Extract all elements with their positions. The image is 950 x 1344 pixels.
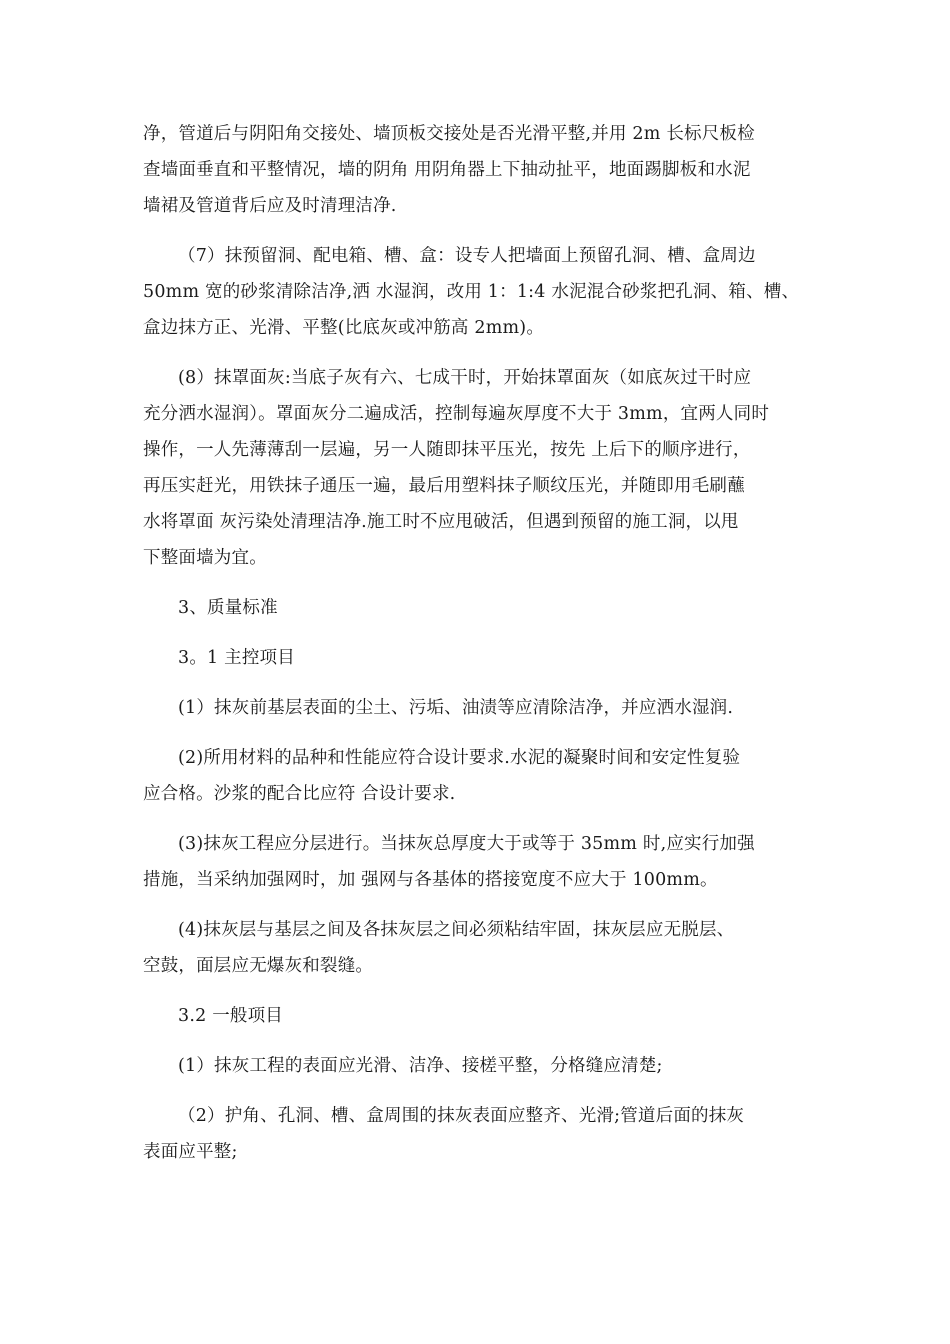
text-line: (1）抹灰工程的表面应光滑、洁净、接槎平整，分格缝应清楚; [178,1056,663,1076]
text-line: 表面应平整; [143,1142,238,1162]
document-page [143,116,815,1184]
paragraph-main-2 [143,740,815,812]
paragraph-main-3 [143,826,815,898]
paragraph-item-7 [143,238,815,346]
heading-text: 3.2 一般项目 [178,1006,283,1026]
text-line: 下整面墙为宜。 [143,548,267,568]
text-line: (4)抹灰层与基层之间及各抹灰层之间必须粘结牢固，抹灰层应无脱层、 [178,920,735,940]
text-line: （7）抹预留洞、配电箱、槽、盒：设专人把墙面上预留孔洞、槽、盒周边 [178,246,756,266]
text-line: 墙裙及管道背后应及时清理洁净. [143,196,397,216]
text-line: （2）护角、孔洞、槽、盒周围的抹灰表面应整齐、光滑;管道后面的抹灰 [178,1106,745,1126]
paragraph-item-8 [143,360,815,576]
text-line: 充分洒水湿润）。罩面灰分二遍成活，控制每遍灰厚度不大于 3mm，宜两人同时 [143,404,770,424]
text-line: 操作，一人先薄薄刮一层遍，另一人随即抹平压光，按先 上后下的顺序进行， [143,440,751,460]
text-line: 水将罩面 灰污染处清理洁净.施工时不应甩破活，但遇到预留的施工洞，以甩 [143,512,739,532]
paragraph-general-2 [143,1098,815,1170]
text-line: 净，管道后与阴阳角交接处、墙顶板交接处是否光滑平整,并用 2m 长标尺板检 [143,124,755,144]
paragraph-general-1 [143,1048,815,1084]
heading-text: 3。1 主控项目 [178,648,295,668]
text-line: 空鼓，面层应无爆灰和裂缝。 [143,956,374,976]
text-line: (8）抹罩面灰:当底子灰有六、七成干时，开始抹罩面灰（如底灰过干时应 [178,368,752,388]
paragraph-main-4 [143,912,815,984]
text-line: 再压实赶光，用铁抹子通压一遍，最后用塑料抹子顺纹压光，并随即用毛刷蘸 [143,476,745,496]
text-line: (2)所用材料的品种和性能应符合设计要求.水泥的凝聚时间和安定性复验 [178,748,741,768]
text-line: 盒边抹方正、光滑、平整(比底灰或冲筋高 2mm)。 [143,318,545,338]
text-line: 措施，当采纳加强网时，加 强网与各基体的搭接宽度不应大于 100mm。 [143,870,718,890]
paragraph-main-1 [143,690,815,726]
paragraph-plaster-finish-check [143,116,815,224]
subsection-heading-general [143,998,815,1034]
section-heading-quality-standard [143,590,815,626]
text-line: 50mm 宽的砂浆清除洁净,洒 水湿润，改用 1：1:4 水泥混合砂浆把孔洞、箱、槽、 [143,282,800,302]
text-line: (1）抹灰前基层表面的尘土、污垢、油渍等应清除洁净，并应洒水湿润. [178,698,734,718]
text-line: (3)抹灰工程应分层进行。当抹灰总厚度大于或等于 35mm 时,应实行加强 [178,834,755,854]
text-line: 应合格。沙浆的配合比应符 合设计要求. [143,784,456,804]
heading-text: 3、质量标准 [178,598,278,618]
subsection-heading-main-control [143,640,815,676]
text-line: 查墙面垂直和平整情况，墙的阴角 用阴角器上下抽动扯平，地面踢脚板和水泥 [143,160,751,180]
